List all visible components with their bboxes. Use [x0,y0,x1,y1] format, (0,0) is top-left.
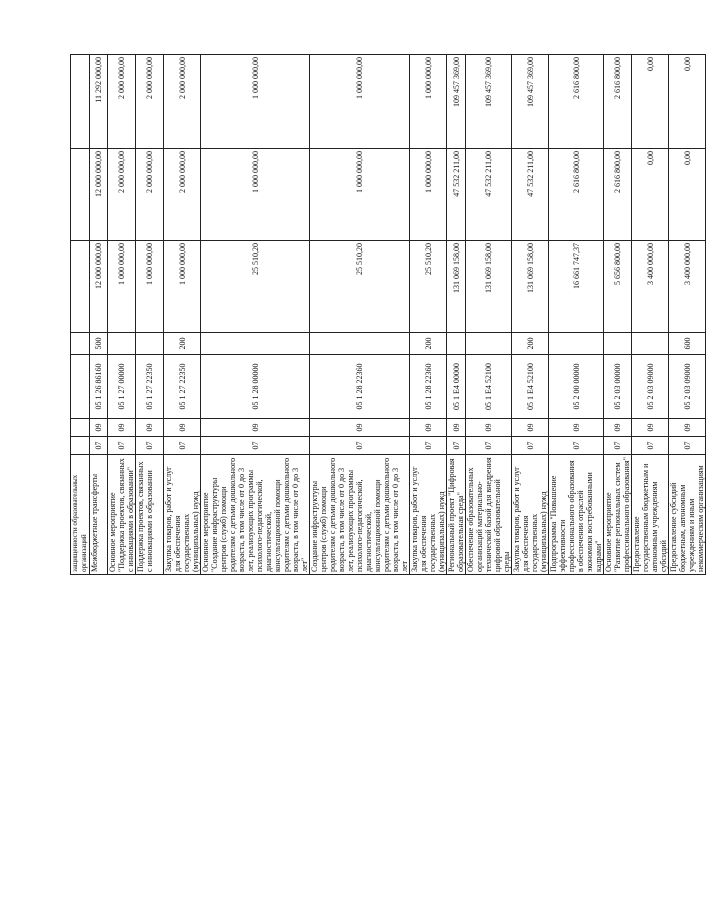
table-row [669,55,706,575]
section-cell: 09 [310,419,410,437]
section-cell: 09 [164,419,201,437]
row-name-cell: защищенности образовательных организаций [71,455,90,575]
target-article-cell: 05 1 28 00000 [201,355,310,419]
expense-type-cell [310,333,410,355]
row-name-cell: Создание инфраструктуры центров (служб) помощи родителям с детьми дошкольного возраста, в том числе от 0 до 3 лет, реализующих программы психолого-педагогической, диагностической, консультационной помощи родителям с детьми дошкольного возраста, в том числе от 0 до 3 лет [310,455,410,575]
amount-year1-cell: 1 000 000,00 [164,241,201,333]
amount-year3-cell [71,55,90,149]
row-name-cell: Закупка товаров, работ и услуг для обеспечения государственных (муниципальных) нужд [164,455,201,575]
row-name-cell: Основное мероприятие "Развитие региональных систем профессионального образования" [604,455,632,575]
amount-year1-cell: 16 661 747,37 [549,241,604,333]
table-row [310,55,410,575]
row-name-cell: Основное мероприятие "Создание инфраструктуры центров (служб) помощи родителям с детьми дошкольного возраста, в том числе от 0 до 3 лет, реализующих программы психолого-педагогической, диагностической, консультационной помощи родителям с детьми дошкольного возраста, в том числе от 0 до 3 лет" [201,455,310,575]
amount-year2-cell: 1 000 000,00 [310,149,410,241]
amount-year2-cell: 2 000 000,00 [136,149,164,241]
amount-year2-cell: 1 000 000,00 [410,149,447,241]
table-row [447,55,466,575]
amount-year2-cell: 0,00 [632,149,669,241]
section-cell: 09 [632,419,669,437]
amount-year1-cell: 131 069 158,00 [447,241,466,333]
expense-type-cell: 200 [512,333,549,355]
target-article-cell: 05 1 27 22350 [136,355,164,419]
row-name-cell: Подпрограмма "Повышение эффективности профессионального образования в обеспечении отраслей экономики востребованными кадрами" [549,455,604,575]
table-body [71,55,706,575]
row-name-cell: Предоставление государственным бюджетным и автономным учреждениям субсидий [632,455,669,575]
table-row [604,55,632,575]
table-row [410,55,447,575]
expense-type-cell [108,333,136,355]
grbs-cell: 07 [466,437,512,455]
row-name-cell: Межбюджетные трансферты [90,455,108,575]
target-article-cell: 05 1 E4 00000 [447,355,466,419]
amount-year1-cell: 25 510,20 [310,241,410,333]
amount-year3-cell: 2 616 800,00 [549,55,604,149]
table-row [108,55,136,575]
amount-year2-cell [71,149,90,241]
target-article-cell: 05 1 E4 52100 [512,355,549,419]
grbs-cell: 07 [604,437,632,455]
target-article-cell: 05 2 03 09000 [632,355,669,419]
amount-year1-cell: 1 000 000,00 [108,241,136,333]
section-cell: 09 [108,419,136,437]
expense-type-cell: 200 [410,333,447,355]
target-article-cell: 05 2 03 00000 [604,355,632,419]
target-article-cell: 05 1 E4 52100 [466,355,512,419]
grbs-cell: 07 [164,437,201,455]
amount-year1-cell: 25 510,20 [201,241,310,333]
table-row [136,55,164,575]
section-cell: 09 [549,419,604,437]
amount-year2-cell: 1 000 000,00 [201,149,310,241]
section-cell: 09 [512,419,549,437]
expense-type-cell: 500 [90,333,108,355]
section-cell: 09 [90,419,108,437]
grbs-cell: 07 [512,437,549,455]
amount-year2-cell: 2 000 000,00 [164,149,201,241]
grbs-cell [71,437,90,455]
table-row [71,55,90,575]
section-cell: 09 [447,419,466,437]
amount-year1-cell: 5 656 800,00 [604,241,632,333]
target-article-cell: 05 1 26 86160 [90,355,108,419]
expense-type-cell: 200 [164,333,201,355]
amount-year2-cell: 47 532 211,00 [466,149,512,241]
amount-year3-cell: 0,00 [632,55,669,149]
section-cell: 09 [410,419,447,437]
table-row [164,55,201,575]
target-article-cell: 05 1 27 22350 [164,355,201,419]
amount-year3-cell: 2 616 800,00 [604,55,632,149]
amount-year3-cell: 109 457 369,00 [512,55,549,149]
grbs-cell: 07 [447,437,466,455]
expense-type-cell [447,333,466,355]
expense-type-cell [136,333,164,355]
grbs-cell: 07 [310,437,410,455]
amount-year1-cell: 131 069 158,00 [512,241,549,333]
section-cell: 09 [201,419,310,437]
target-article-cell: 05 2 03 09000 [669,355,706,419]
row-name-cell: Закупка товаров, работ и услуг для обеспечения государственных (муниципальных) нужд [410,455,447,575]
expense-type-cell [632,333,669,355]
amount-year3-cell: 2 000 000,00 [164,55,201,149]
rotated-page [70,57,705,575]
row-name-cell: Основное мероприятие "Поддержка проектов, связанных с инновациями в образовании" [108,455,136,575]
expense-type-cell [201,333,310,355]
amount-year3-cell: 11 292 000,00 [90,55,108,149]
amount-year2-cell: 47 532 211,00 [447,149,466,241]
table-row [632,55,669,575]
amount-year3-cell: 1 000 000,00 [201,55,310,149]
amount-year3-cell: 1 000 000,00 [410,55,447,149]
grbs-cell: 07 [201,437,310,455]
row-name-cell: Региональный проект "Цифровая образовательная среда" [447,455,466,575]
amount-year3-cell: 0,00 [669,55,706,149]
table-row [512,55,549,575]
budget-table [70,54,706,575]
row-name-cell: Обеспечение образовательных организаций материально-технической базой для внедрения цифровой образовательной среды [466,455,512,575]
amount-year3-cell: 109 457 369,00 [466,55,512,149]
section-cell: 09 [669,419,706,437]
expense-type-cell [549,333,604,355]
grbs-cell: 07 [136,437,164,455]
table-row [90,55,108,575]
section-cell: 09 [466,419,512,437]
grbs-cell: 07 [90,437,108,455]
grbs-cell: 07 [669,437,706,455]
expense-type-cell [604,333,632,355]
target-article-cell: 05 1 28 22360 [410,355,447,419]
amount-year3-cell: 2 000 000,00 [108,55,136,149]
amount-year2-cell: 2 616 800,00 [604,149,632,241]
amount-year1-cell: 131 069 158,00 [466,241,512,333]
table-row [466,55,512,575]
section-cell: 09 [136,419,164,437]
amount-year2-cell: 12 000 000,00 [90,149,108,241]
grbs-cell: 07 [632,437,669,455]
target-article-cell: 05 1 28 22360 [310,355,410,419]
amount-year2-cell: 0,00 [669,149,706,241]
amount-year3-cell: 2 000 000,00 [136,55,164,149]
target-article-cell: 05 2 00 00000 [549,355,604,419]
amount-year1-cell: 12 000 000,00 [90,241,108,333]
expense-type-cell: 600 [669,333,706,355]
amount-year3-cell: 109 457 369,00 [447,55,466,149]
row-name-cell: Закупка товаров, работ и услуг для обеспечения государственных (муниципальных) нужд [512,455,549,575]
target-article-cell [71,355,90,419]
amount-year1-cell: 3 400 000,00 [669,241,706,333]
grbs-cell: 07 [549,437,604,455]
amount-year2-cell: 47 532 211,00 [512,149,549,241]
expense-type-cell [466,333,512,355]
amount-year3-cell: 1 000 000,00 [310,55,410,149]
amount-year1-cell [71,241,90,333]
amount-year2-cell: 2 000 000,00 [108,149,136,241]
grbs-cell: 07 [410,437,447,455]
section-cell: 09 [604,419,632,437]
target-article-cell: 05 1 27 00000 [108,355,136,419]
table-row [549,55,604,575]
section-cell [71,419,90,437]
expense-type-cell [71,333,90,355]
amount-year2-cell: 2 616 800,00 [549,149,604,241]
row-name-cell: Поддержка проектов, связанных с инновациями в образовании [136,455,164,575]
row-name-cell: Предоставление субсидий бюджетным, автономным учреждениям и иным некоммерческим организациям [669,455,706,575]
amount-year1-cell: 1 000 000,00 [136,241,164,333]
grbs-cell: 07 [108,437,136,455]
amount-year1-cell: 25 510,20 [410,241,447,333]
table-row [201,55,310,575]
amount-year1-cell: 3 400 000,00 [632,241,669,333]
